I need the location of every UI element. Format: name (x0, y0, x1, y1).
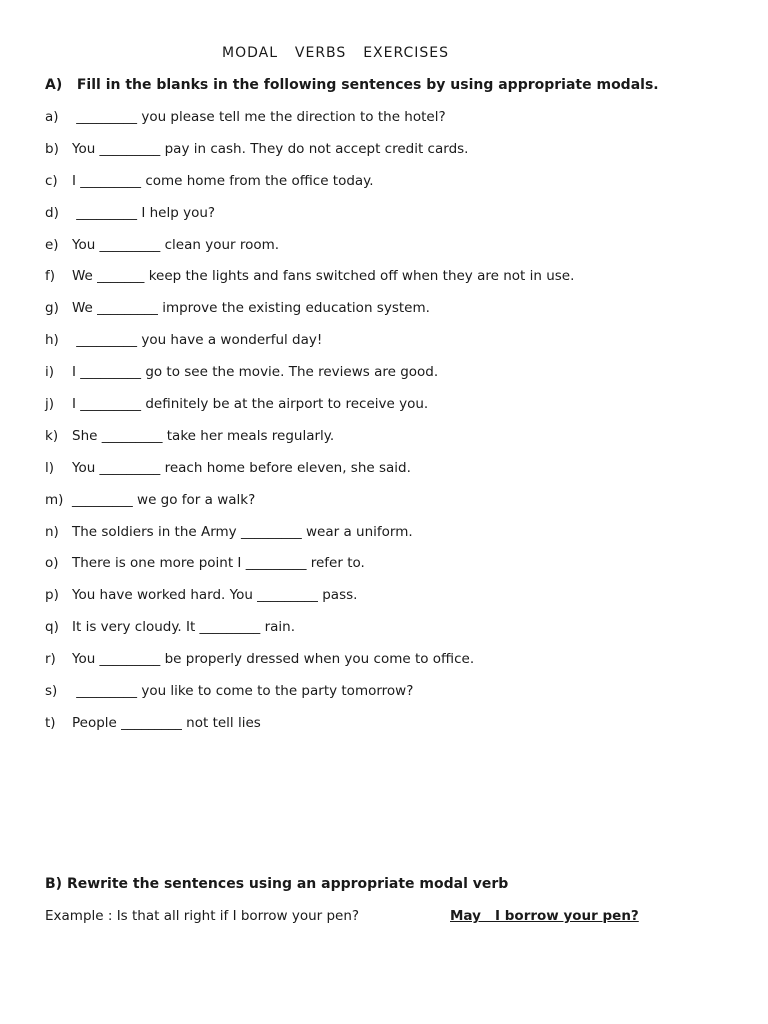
item-text: I _________ definitely be at the airport to receive you. (72, 396, 429, 413)
exercise-item (45, 268, 574, 300)
item-text: It is very cloudy. It _________ rain. (72, 619, 296, 636)
item-text: I _________ come home from the office today. (72, 172, 374, 189)
exercise-item (45, 237, 574, 269)
item-letter: h) (45, 332, 59, 349)
item-letter: s) (45, 683, 58, 700)
exercise-item (45, 715, 574, 747)
example-answer: May I borrow your pen? (450, 908, 639, 924)
item-text: There is one more point I _________ refer to. (72, 555, 365, 572)
item-text: You _________ be properly dressed when you come to office. (72, 651, 475, 668)
exercise-item (45, 109, 574, 141)
item-text: The soldiers in the Army _________ wear a uniform. (72, 523, 413, 540)
item-text: We _________ improve the existing education system. (72, 300, 430, 317)
exercise-item (45, 300, 574, 332)
exercise-item (45, 205, 574, 237)
item-text: _________ you have a wonderful day! (72, 332, 323, 349)
item-text: You _________ clean your room. (72, 236, 280, 253)
item-text: _________ you please tell me the direction to the hotel? (72, 109, 446, 125)
exercise-item (45, 141, 574, 173)
exercise-list (45, 109, 574, 747)
item-letter: k) (45, 427, 59, 444)
exercise-item (45, 428, 574, 460)
item-text: You _________ reach home before eleven, she said. (72, 459, 411, 476)
exercise-item (45, 332, 574, 364)
section-a-heading: A) Fill in the blanks in the following sentences by using appropriate modals. (45, 77, 659, 93)
item-text: You have worked hard. You _________ pass. (72, 587, 358, 604)
item-letter: d) (45, 204, 59, 221)
exercise-item (45, 492, 574, 524)
item-letter: t) (45, 714, 56, 731)
exercise-item (45, 619, 574, 651)
item-text: _________ you like to come to the party tomorrow? (72, 683, 414, 700)
section-b-heading: B) Rewrite the sentences using an appropriate modal verb (45, 876, 509, 892)
item-text: People _________ not tell lies (72, 714, 261, 731)
item-letter: i) (45, 364, 55, 381)
item-text: She _________ take her meals regularly. (72, 427, 335, 444)
exercise-item (45, 683, 574, 715)
item-letter: o) (45, 555, 59, 572)
item-letter: q) (45, 619, 59, 636)
page-title: MODAL VERBS EXERCISES (222, 45, 450, 61)
item-letter: c) (45, 172, 58, 189)
item-letter: b) (45, 140, 59, 157)
item-letter: l) (45, 459, 55, 476)
exercise-item (45, 173, 574, 205)
item-letter: f) (45, 268, 56, 285)
item-letter: n) (45, 523, 59, 540)
item-text: We _______ keep the lights and fans switched off when they are not in use. (72, 268, 575, 285)
item-text: You _________ pay in cash. They do not accept credit cards. (72, 140, 469, 157)
item-text: I _________ go to see the movie. The reviews are good. (72, 364, 439, 381)
exercise-item (45, 396, 574, 428)
exercise-item (45, 587, 574, 619)
exercise-item (45, 651, 574, 683)
item-letter: p) (45, 587, 59, 604)
exercise-item (45, 524, 574, 556)
item-letter: j) (45, 396, 55, 413)
exercise-item (45, 364, 574, 396)
item-letter: g) (45, 300, 59, 317)
exercise-item (45, 460, 574, 492)
item-text: _________ we go for a walk? (72, 491, 256, 508)
item-letter: r) (45, 651, 56, 668)
example-sentence: Example : Is that all right if I borrow your pen? (45, 908, 360, 924)
item-letter: m) (45, 491, 64, 508)
item-letter: a) (45, 109, 59, 125)
exercise-item (45, 555, 574, 587)
item-letter: e) (45, 236, 59, 253)
item-text: _________ I help you? (72, 204, 216, 221)
